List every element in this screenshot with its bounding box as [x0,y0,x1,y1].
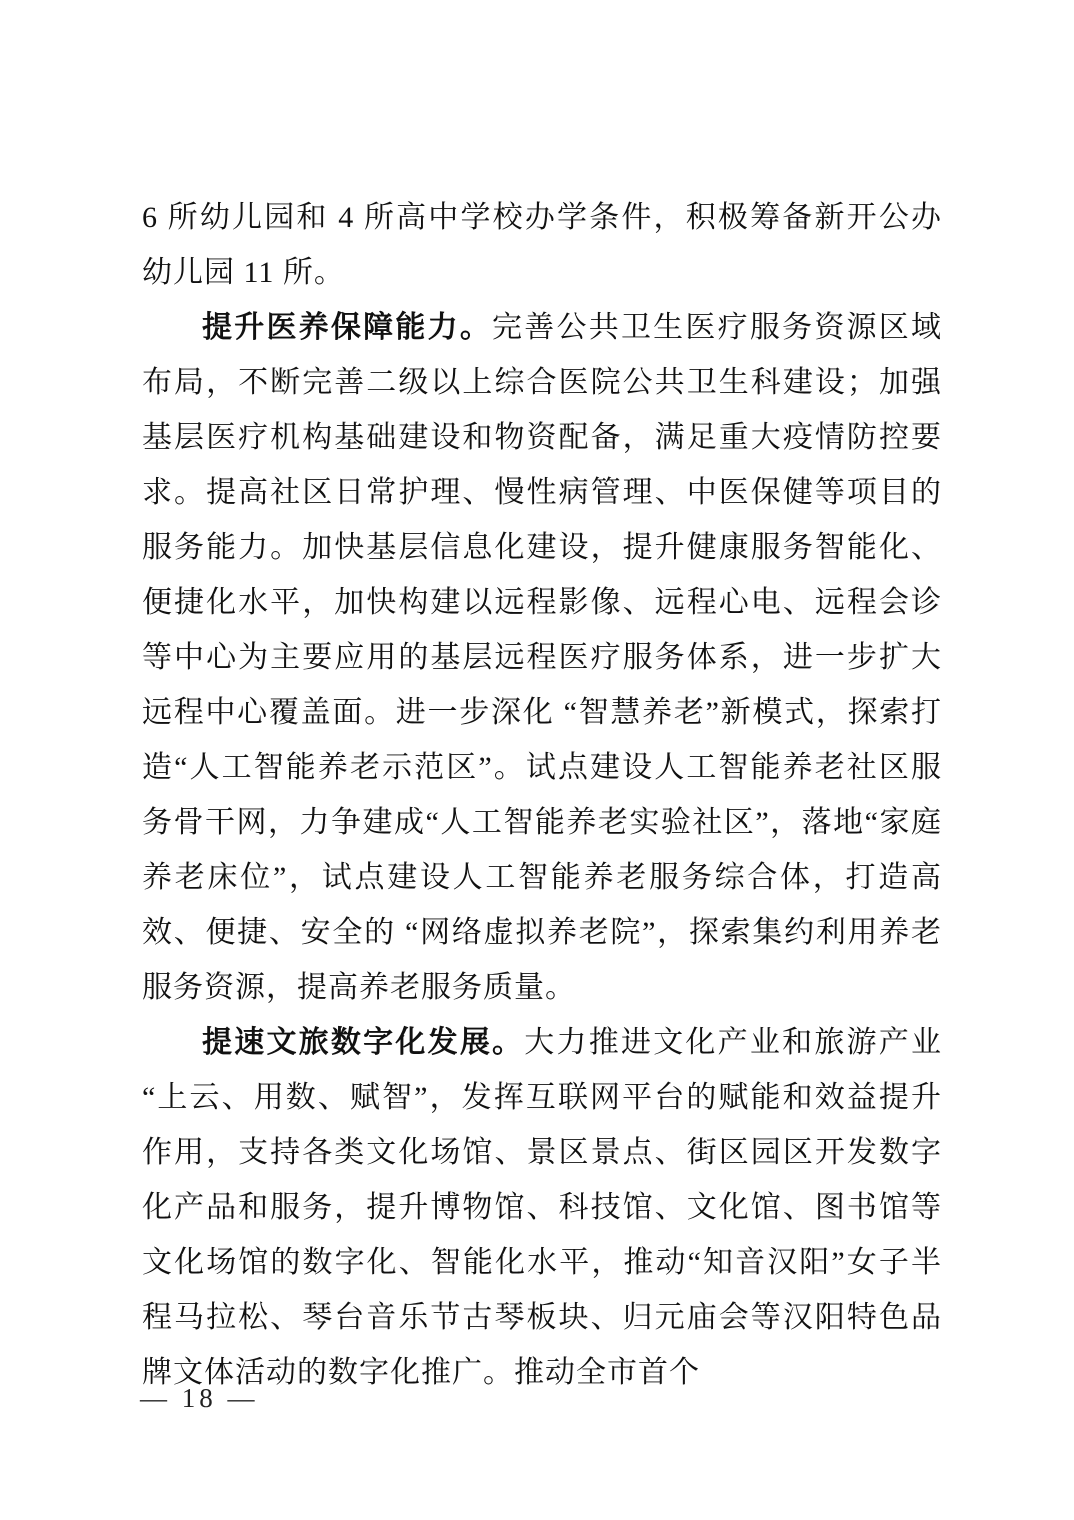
paragraph-lead-bold: 提升医养保障能力。 [202,311,493,344]
page-number: — 18 — [140,1383,259,1413]
paragraph-text: 完善公共卫生医疗服务资源区域布局，不断完善二级以上综合医院公共卫生科建设；加强基层医疗机构基础建设和物资配备，满足重大疫情防控要求。提高社区日常护理、慢性病管理、中医保健等项目的服务能力。加快基层信息化建设，提升健康服务智能化、便捷化水平，加快构建以远程影像、远程心电、远程会诊等中心为主要应用的基层远程医疗服务体系，进一步扩大远程中心覆盖面。进一步深化 “智慧养老”新模式，探索打造“人工智能养老示范区”。试点建设人工智能养老社区服务骨干网，力争建成“人工智能养老实验社区”，落地“家庭养老床位”，试点建设人工智能养老服务综合体，打造高效、便捷、安全的 “网络虚拟养老院”，探索集约利用养老服务资源，提高养老服务质量。 [142,311,943,1004]
document-body [142,190,942,1400]
paragraph-medical-care [142,300,942,1015]
paragraph-text: 6 所幼儿园和 4 所高中学校办学条件，积极筹备新开公办幼儿园 11 所。 [142,201,942,289]
paragraph-lead-bold: 提速文旅数字化发展。 [202,1026,525,1059]
paragraph-text: 大力推进文化产业和旅游产业“上云、用数、赋智”，发挥互联网平台的赋能和效益提升作用，支持各类文化场馆、景区景点、街区园区开发数字化产品和服务，提升博物馆、科技馆、文化馆、图书馆等文化场馆的数字化、智能化水平，推动“知音汉阳”女子半程马拉松、琴台音乐节古琴板块、归元庙会等汉阳特色品牌文体活动的数字化推广。推动全市首个 [142,1026,943,1389]
paragraph-culture-tourism [142,1015,942,1400]
paragraph-continuation [142,190,942,300]
